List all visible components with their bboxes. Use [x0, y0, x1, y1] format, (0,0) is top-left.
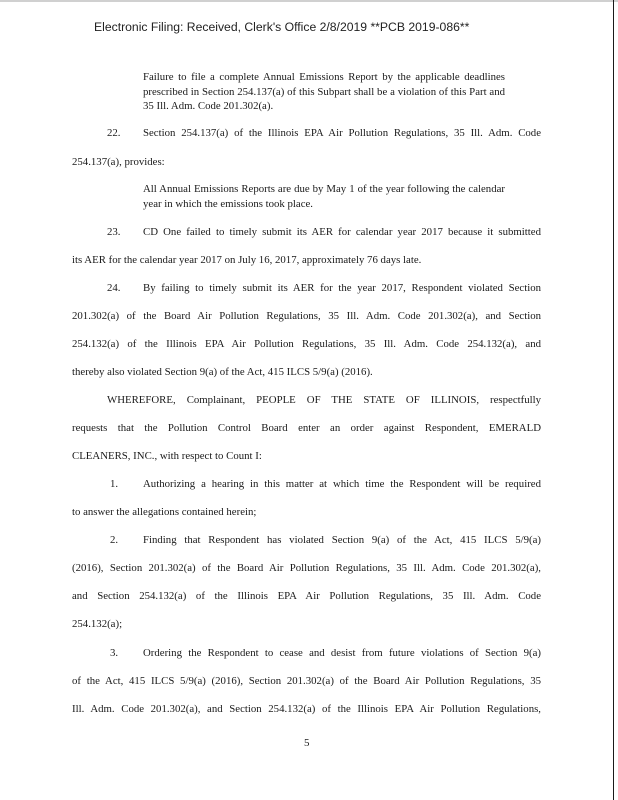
item-2-line: Finding that Respondent has violated Section 9(a) of the Act, 415 ILCS 5/9(a): [143, 534, 541, 546]
block-quote-due-date: All Annual Emissions Reports are due by May 1 of the year following the calendar year in which the emissions took place.: [143, 183, 505, 210]
item-3-line: of the Act, 415 ILCS 5/9(a) (2016), Section 201.302(a) of the Board Air Pollution Regulations, 35: [72, 675, 541, 687]
item-2-line: (2016), Section 201.302(a) of the Board Air Pollution Regulations, 35 Ill. Adm. Code 201.302(a),: [72, 562, 541, 574]
item-3-number: 3.: [110, 647, 119, 659]
wherefore-line: WHEREFORE, Complainant, PEOPLE OF THE STATE OF ILLINOIS, respectfully: [107, 394, 541, 406]
paragraph-22-line: 254.137(a), provides:: [72, 156, 165, 168]
item-1-line: to answer the allegations contained herein;: [72, 506, 257, 518]
wherefore-line: CLEANERS, INC., with respect to Count I:: [72, 450, 262, 462]
paragraph-22-line: Section 254.137(a) of the Illinois EPA Air Pollution Regulations, 35 Ill. Adm. Code: [143, 127, 541, 139]
wherefore-line: requests that the Pollution Control Board enter an order against Respondent, EMERALD: [72, 422, 541, 434]
paragraph-22-number: 22.: [107, 127, 121, 139]
item-3-line: Ill. Adm. Code 201.302(a), and Section 254.132(a) of the Illinois EPA Air Pollution Regulations,: [72, 703, 541, 715]
paragraph-24-line: 201.302(a) of the Board Air Pollution Regulations, 35 Ill. Adm. Code 201.302(a), and Section: [72, 310, 541, 322]
page-number: 5: [304, 737, 310, 749]
block-quote-failure: Failure to file a complete Annual Emissions Report by the applicable deadlines prescribed in Section 254.137(a) of this Subpart shall be a violation of this Part and 35 Ill. Adm. Code 201.302(a).: [143, 71, 505, 112]
paragraph-24-line: 254.132(a) of the Illinois EPA Air Pollution Regulations, 35 Ill. Adm. Code 254.132(a), and: [72, 338, 541, 350]
scan-right-edge: [613, 0, 614, 800]
item-2-line: 254.132(a);: [72, 618, 123, 630]
paragraph-23-line: CD One failed to timely submit its AER for calendar year 2017 because it submitted: [143, 226, 541, 238]
filing-stamp-header: Electronic Filing: Received, Clerk's Office 2/8/2019 **PCB 2019-086**: [94, 20, 470, 34]
paragraph-23-line: its AER for the calendar year 2017 on July 16, 2017, approximately 76 days late.: [72, 254, 422, 266]
paragraph-24-number: 24.: [107, 282, 121, 294]
item-2-line: and Section 254.132(a) of the Illinois EPA Air Pollution Regulations, 35 Ill. Adm. Code: [72, 590, 541, 602]
item-1-line: Authorizing a hearing in this matter at which time the Respondent will be required: [143, 478, 541, 490]
scan-top-edge: [0, 0, 618, 2]
item-3-line: Ordering the Respondent to cease and desist from future violations of Section 9(a): [143, 647, 541, 659]
paragraph-24-line: thereby also violated Section 9(a) of the Act, 415 ILCS 5/9(a) (2016).: [72, 366, 373, 378]
item-1-number: 1.: [110, 478, 119, 490]
paragraph-23-number: 23.: [107, 226, 121, 238]
paragraph-24-line: By failing to timely submit its AER for the year 2017, Respondent violated Section: [143, 282, 541, 294]
item-2-number: 2.: [110, 534, 119, 546]
